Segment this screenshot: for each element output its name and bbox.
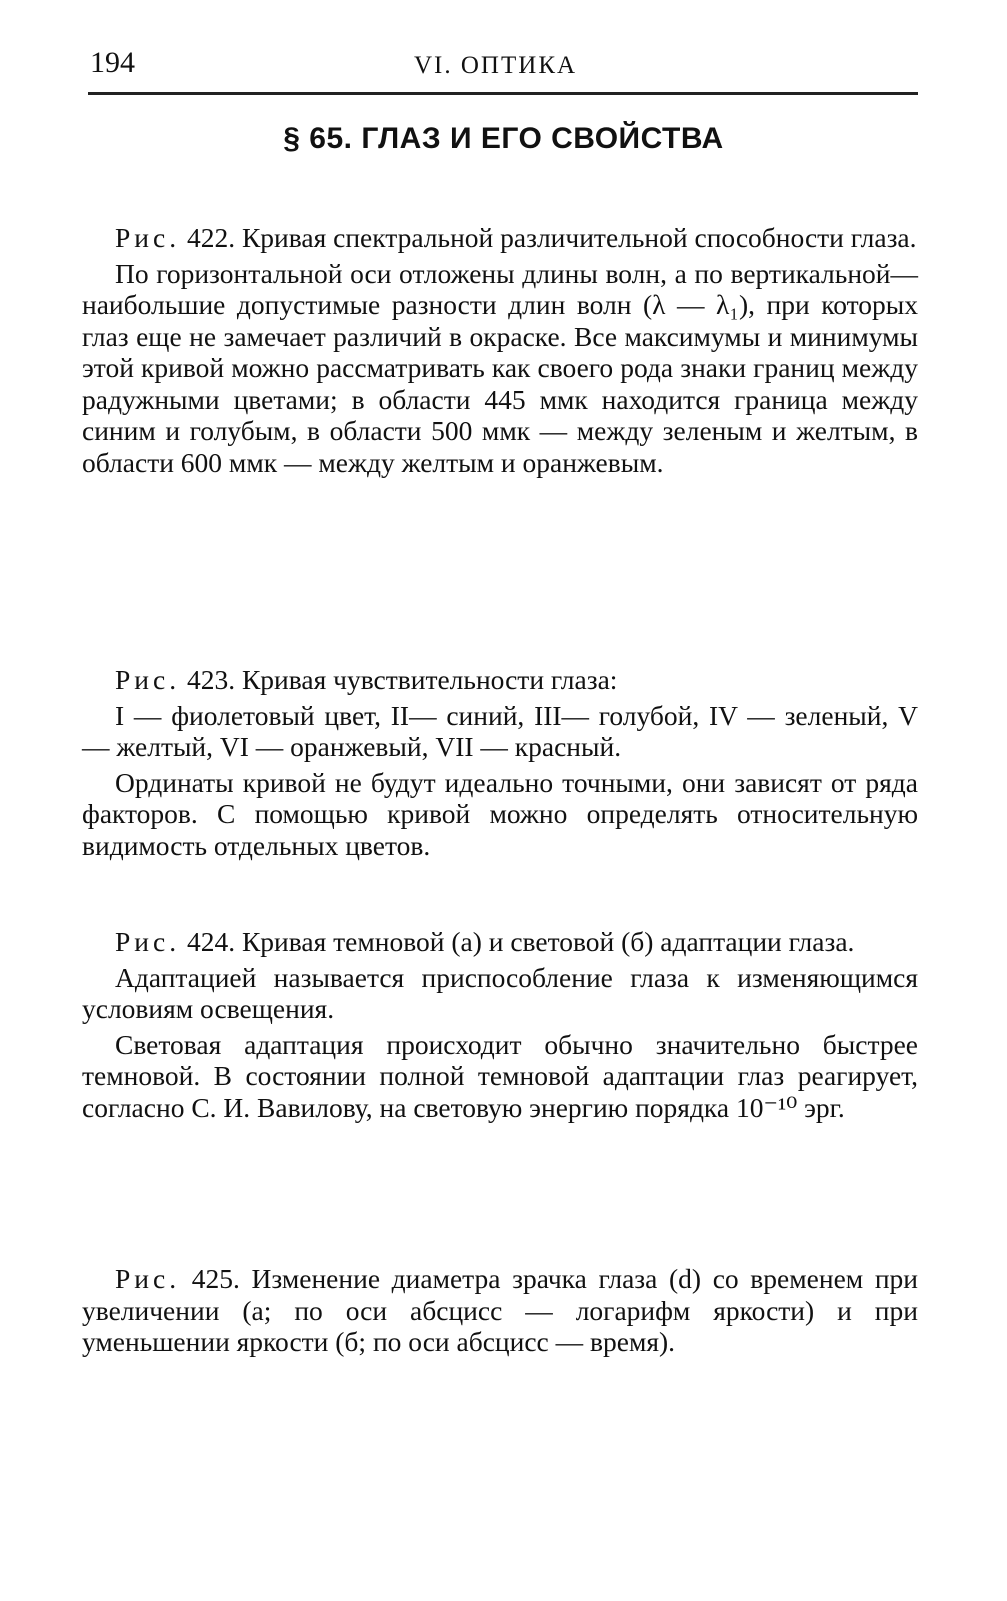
figure-label: Рис.: [115, 222, 181, 253]
caption-text: 425. Изменение диаметра зрачка глаза (d) со временем при увеличении (а; по оси абсцисс — логарифм яркости) и при уменьшении яркости (б; по оси абсцисс — время).: [82, 1263, 919, 1357]
section-title: § 65. ГЛАЗ И ЕГО СВОЙСТВА: [283, 122, 724, 155]
figure-caption: [82, 222, 918, 254]
body-paragraph: Световая адаптация происходит обычно значительно быстрее темновой. В состоянии полной темновой адаптации глаз реагирует, согласно С. И. Вавилову, на световую энергию порядка 10⁻¹⁰ эрг.: [82, 1028, 918, 1123]
caption-text: 423. Кривая чувствительности глаза:: [186, 664, 618, 695]
figure-423-text: [82, 664, 918, 861]
figure-424-text: [82, 926, 918, 1123]
header-rule: [88, 92, 918, 95]
figure-caption: [82, 664, 918, 696]
caption-text: 424. Кривая темновой (а) и световой (б) адаптации глаза.: [186, 926, 855, 957]
figure-caption: [82, 1263, 918, 1358]
body-paragraph: Адаптацией называется приспособление глаза к изменяющимся условиям освещения.: [82, 961, 918, 1024]
figure-label: Рис.: [115, 1263, 181, 1294]
figure-label: Рис.: [115, 664, 181, 695]
running-head: VI. ОПТИКА: [414, 52, 578, 79]
page-number: 194: [90, 46, 135, 79]
color-legend: I — фиолетовый цвет, II— синий, III— голубой, IV — зеленый, V — желтый, VI — оранжевый, VII — красный.: [82, 699, 918, 762]
caption-text: 422. Кривая спектральной различительной способности глаза.: [186, 222, 917, 253]
figure-caption: [82, 926, 918, 958]
body-paragraph: По горизонтальной оси отложены длины волн, а по вертикальной—наибольшие допустимые разности длин волн (λ — λ₁), при которых глаз еще не замечает различий в окраске. Все максимумы и минимумы этой кривой можно рассматривать как своего рода знаки границ между радужными цветами; в области 445 ммк находится граница между синим и голубым, в области 500 ммк — между зеленым и желтым, в области 600 ммк — между желтым и оранжевым.: [82, 257, 918, 478]
figure-422-text: [82, 222, 918, 478]
figure-425-text: [82, 1263, 918, 1362]
page-header: [90, 46, 918, 90]
figure-label: Рис.: [115, 926, 181, 957]
body-paragraph: Ординаты кривой не будут идеально точными, они зависят от ряда факторов. С помощью кривой можно определять относительную видимость отдельных цветов.: [82, 766, 918, 861]
